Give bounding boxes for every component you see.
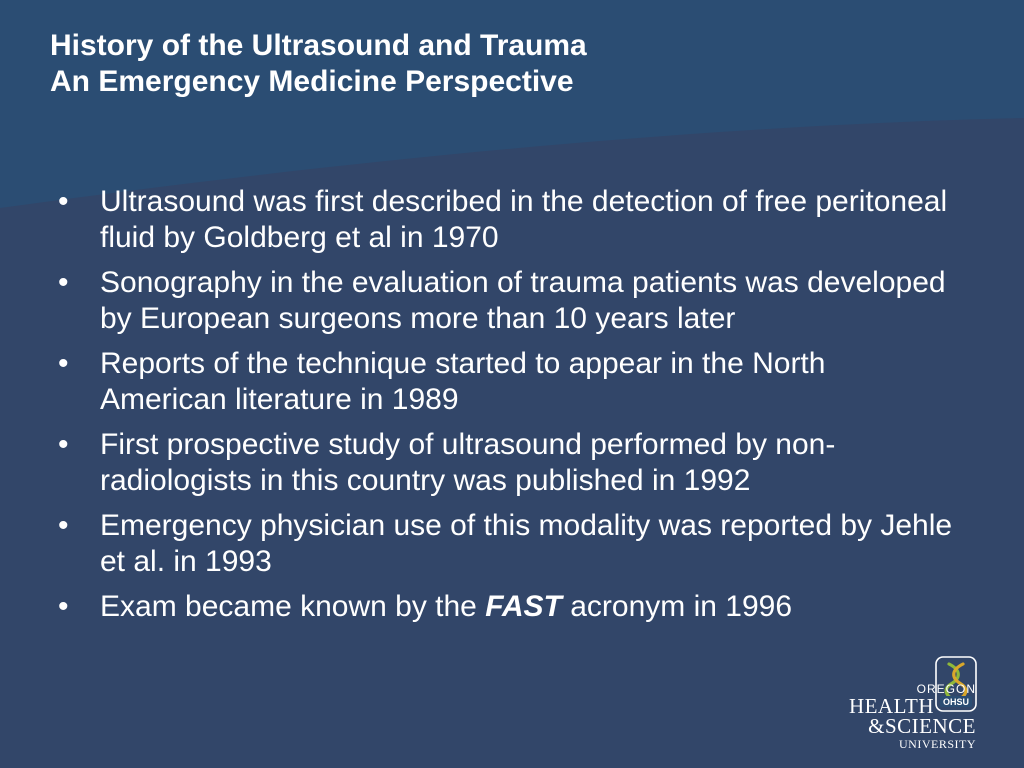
- slide-title: [50, 28, 587, 100]
- bullet-text-after: acronym in 1996: [561, 590, 793, 623]
- bullet-item: [58, 184, 958, 256]
- bullet-marker: •: [58, 509, 69, 542]
- bullet-list: [58, 184, 958, 634]
- bullet-marker: •: [58, 185, 69, 218]
- bullet-text: Ultrasound was first described in the detection of free peritoneal fluid by Goldberg et al in 1970: [100, 185, 948, 254]
- title-line-1: History of the Ultrasound and Trauma: [50, 29, 587, 62]
- bullet-item: [58, 589, 958, 625]
- bullet-text: Sonography in the evaluation of trauma patients was developed by European surgeons more than 10 years later: [100, 266, 946, 335]
- bullet-item: [58, 427, 958, 499]
- bullet-text: First prospective study of ultrasound performed by non-radiologists in this country was published in 1992: [100, 428, 836, 497]
- bullet-marker: •: [58, 428, 69, 461]
- ohsu-logo: [846, 656, 980, 752]
- bullet-marker: •: [58, 266, 69, 299]
- bullet-item: [58, 508, 958, 580]
- bullet-text: Reports of the technique started to appear in the North American literature in 1989: [100, 347, 826, 416]
- logo-line-oregon: OREGON: [916, 682, 976, 696]
- logo-line-science: &SCIENCE: [868, 714, 976, 738]
- bullet-text: Emergency physician use of this modality was reported by Jehle et al. in 1993: [100, 509, 953, 578]
- bullet-marker: •: [58, 590, 69, 623]
- title-line-2: An Emergency Medicine Perspective: [50, 65, 574, 98]
- bullet-item: [58, 265, 958, 337]
- logo-line-health: HEALTH: [848, 694, 934, 718]
- logo-line-university: UNIVERSITY: [899, 737, 976, 751]
- bullet-marker: •: [58, 347, 69, 380]
- bullet-text-before: Exam became known by the: [100, 590, 486, 623]
- fast-acronym: FAST: [485, 590, 562, 623]
- bullet-item: [58, 346, 958, 418]
- logo-badge-text: OHSU: [942, 697, 970, 707]
